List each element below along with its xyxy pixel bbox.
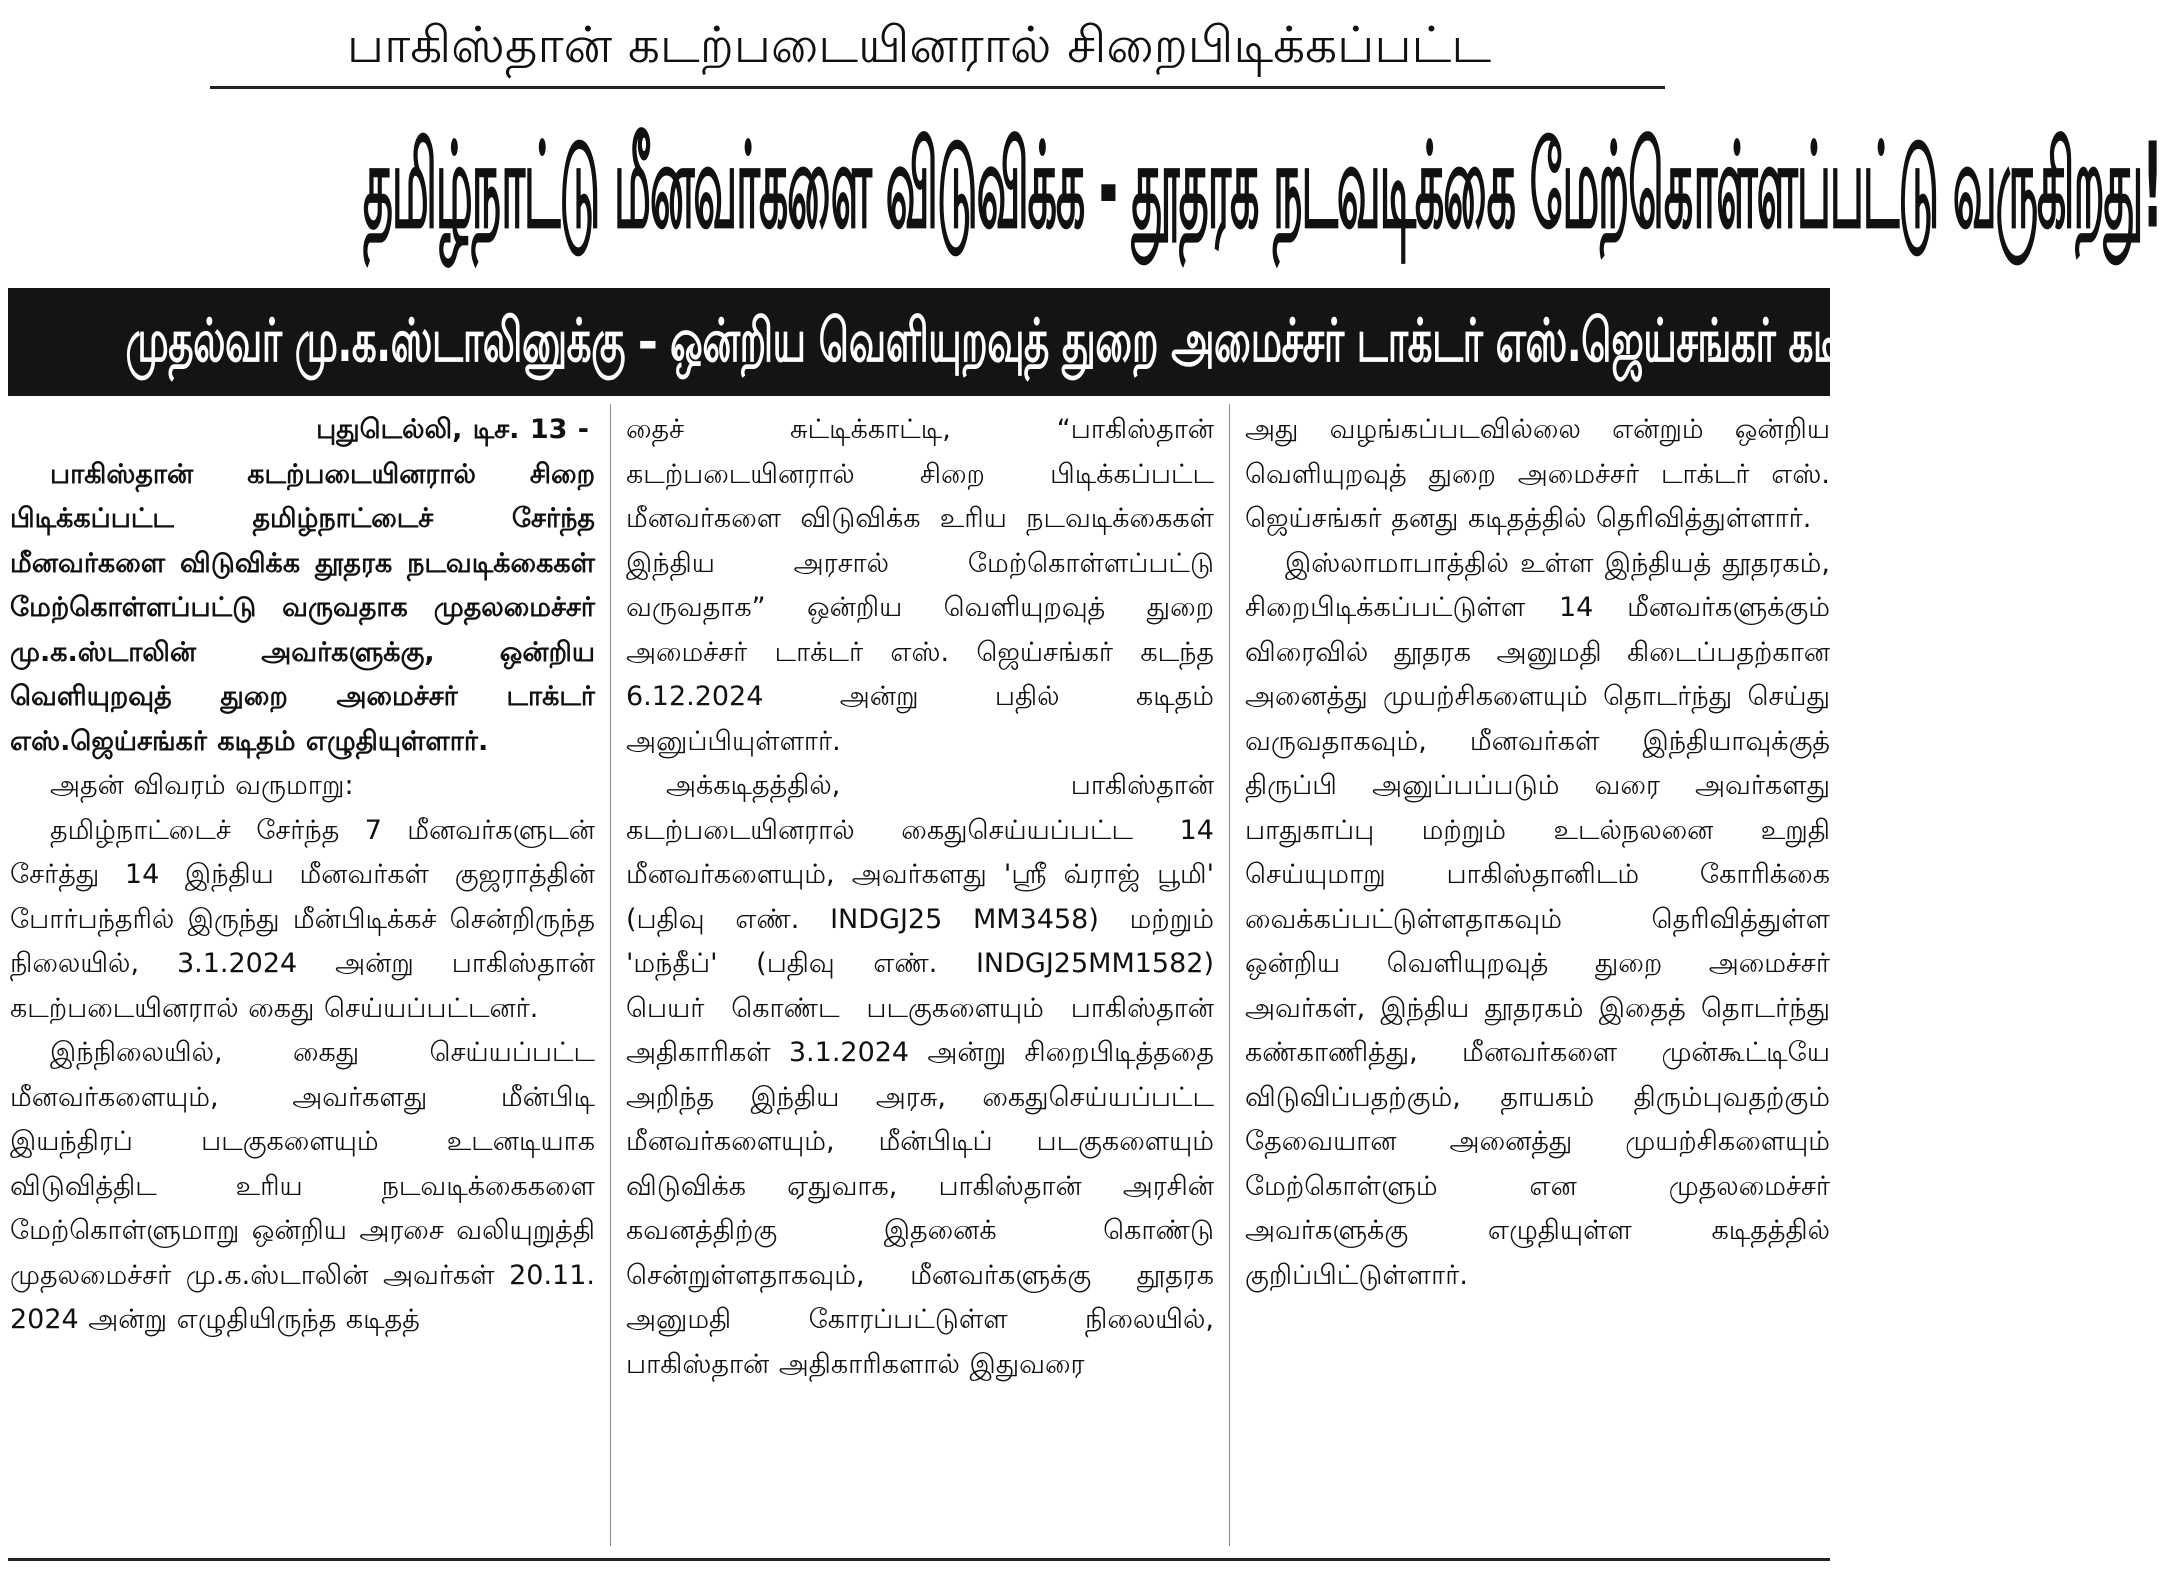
article-paragraph: இஸ்லாமாபாத்தில் உள்ள இந்தியத் தூதரகம், சிறைபிடிக்கப்பட்டுள்ள 14 மீனவர்களுக்கும் விரைவில் தூதரக அனுமதி கிடைப்பதற்கான அனைத்து முயற்சிகளையும் தொடர்ந்து செய்து வருவதாகவும், மீனவர்கள் இந்தியாவுக்குத் திருப்பி அனுப்பப்படும் வரை அவர்களது பாதுகாப்பு மற்றும் உடல்நலனை உறுதி செய்யுமாறு பாகிஸ்தானிடம் கோரிக்கை வைக்கப்பட்டுள்ளதாகவும் தெரிவித்துள்ள ஒன்றிய வெளியுறவுத் துறை அமைச்சர் அவர்கள், இந்திய தூதரகம் இதைத் தொடர்ந்து கண்காணித்து, மீனவர்களை முன்கூட்டியே விடுவிப்பதற்கும், தாயகம் திரும்புவதற்கும் தேவையான அனைத்து முயற்சிகளையும் மேற்கொள்ளும் என முதலமைச்சர் அவர்களுக்கு எழுதியுள்ள கடிதத்தில் குறிப்பிட்டுள்ளார். xyxy=(1245,547,1830,1291)
column-divider xyxy=(1229,404,1230,1546)
bottom-divider xyxy=(8,1558,1830,1561)
article-subheadline: முதல்வர் மு.க.ஸ்டாலினுக்கு – ஒன்றிய வெளியுறவுத் துறை அமைச்சர் டாக்டர் எஸ்.ஜெய்சங்கர் கடிதம்! xyxy=(125,306,1917,376)
article-column-3 xyxy=(1245,408,1830,1298)
article-paragraph: தைச் சுட்டிக்காட்டி, “பாகிஸ்தான் கடற்படையினரால் சிறை பிடிக்கப்பட்ட மீனவர்களை விடுவிக்க உரிய நடவடிக்கைகள் இந்திய அரசால் மேற்கொள்ளப்பட்டு வருவதாக” ஒன்றிய வெளியுறவுத் துறை அமைச்சர் டாக்டர் எஸ். ஜெய்சங்கர் கடந்த 6.12.2024 அன்று பதில் கடிதம் அனுப்பியுள்ளார். xyxy=(626,414,1214,757)
article-paragraph: இந்நிலையில், கைது செய்யப்பட்ட மீனவர்களையும், அவர்களது மீன்பிடி இயந்திரப் படகுகளையும் உடனடியாக விடுவித்திட உரிய நடவடிக்கைகளை மேற்கொள்ளுமாறு ஒன்றிய அரசை வலியுறுத்தி முதலமைச்சர் மு.க.ஸ்டாலின் அவர்கள் 20.11. 2024 அன்று எழுதியிருந்த கடிதத் xyxy=(10,1037,595,1335)
article-headline: தமிழ்நாட்டு மீனவர்களை விடுவிக்க - தூதரக நடவடிக்கை மேற்கொள்ளப்பட்டு வருகிறது! xyxy=(363,116,2162,255)
subheadline-bar xyxy=(8,288,1917,396)
article-kicker: பாகிஸ்தான் கடற்படையினரால் சிறைபிடிக்கப்பட்ட xyxy=(346,16,1492,74)
article-column-1 xyxy=(10,408,595,1343)
article-paragraph: தமிழ்நாட்டைச் சேர்ந்த 7 மீனவர்களுடன் சேர்த்து 14 இந்திய மீனவர்கள் குஜராத்தின் போர்பந்தரில் இருந்து மீன்பிடிக்கச் சென்றிருந்த நிலையில், 3.1.2024 அன்று பாகிஸ்தான் கடற்படையினரால் கைது செய்யப்பட்டனர். xyxy=(10,814,595,1024)
column-divider xyxy=(610,404,611,1546)
article-paragraph: அது வழங்கப்படவில்லை என்றும் ஒன்றிய வெளியுறவுத் துறை அமைச்சர் டாக்டர் எஸ். ஜெய்சங்கர் தனது கடிதத்தில் தெரிவித்துள்ளார். xyxy=(1245,414,1830,534)
article-lead: பாகிஸ்தான் கடற்படையினரால் சிறை பிடிக்கப்பட்ட தமிழ்நாட்டைச் சேர்ந்த மீனவர்களை விடுவிக்க தூதரக நடவடிக்கைகள் மேற்கொள்ளப்பட்டு வருவதாக முதலமைச்சர் மு.க.ஸ்டாலின் அவர்களுக்கு, ஒன்றிய வெளியுறவுத் துறை அமைச்சர் டாக்டர் எஸ்.ஜெய்சங்கர் கடிதம் எழுதியுள்ளார். xyxy=(10,458,595,757)
article-paragraph: அக்கடிதத்தில், பாகிஸ்தான் கடற்படையினரால் கைதுசெய்யப்பட்ட 14 மீனவர்களையும், அவர்களது 'ஸ்ரீ வ்ராஜ் பூமி' (பதிவு எண். INDGJ25 MM3458) மற்றும் 'மந்தீப்' (பதிவு எண். INDGJ25MM1582) பெயர் கொண்ட படகுகளையும் பாகிஸ்தான் அதிகாரிகள் 3.1.2024 அன்று சிறைபிடித்ததை அறிந்த இந்திய அரசு, கைதுசெய்யப்பட்ட மீனவர்களையும், மீன்பிடிப் படகுகளையும் விடுவிக்க ஏதுவாக, பாகிஸ்தான் அரசின் கவனத்திற்கு இதனைக் கொண்டு சென்றுள்ளதாகவும், மீனவர்களுக்கு தூதரக அனுமதி கோரப்பட்டுள்ள நிலையில், பாகிஸ்தான் அதிகாரிகளால் இதுவரை xyxy=(626,770,1214,1380)
article-paragraph: அதன் விவரம் வருமாறு: xyxy=(50,770,354,801)
article-dateline: புதுடெல்லி, டிச. 13 - xyxy=(316,414,589,445)
article-column-2 xyxy=(626,408,1214,1387)
